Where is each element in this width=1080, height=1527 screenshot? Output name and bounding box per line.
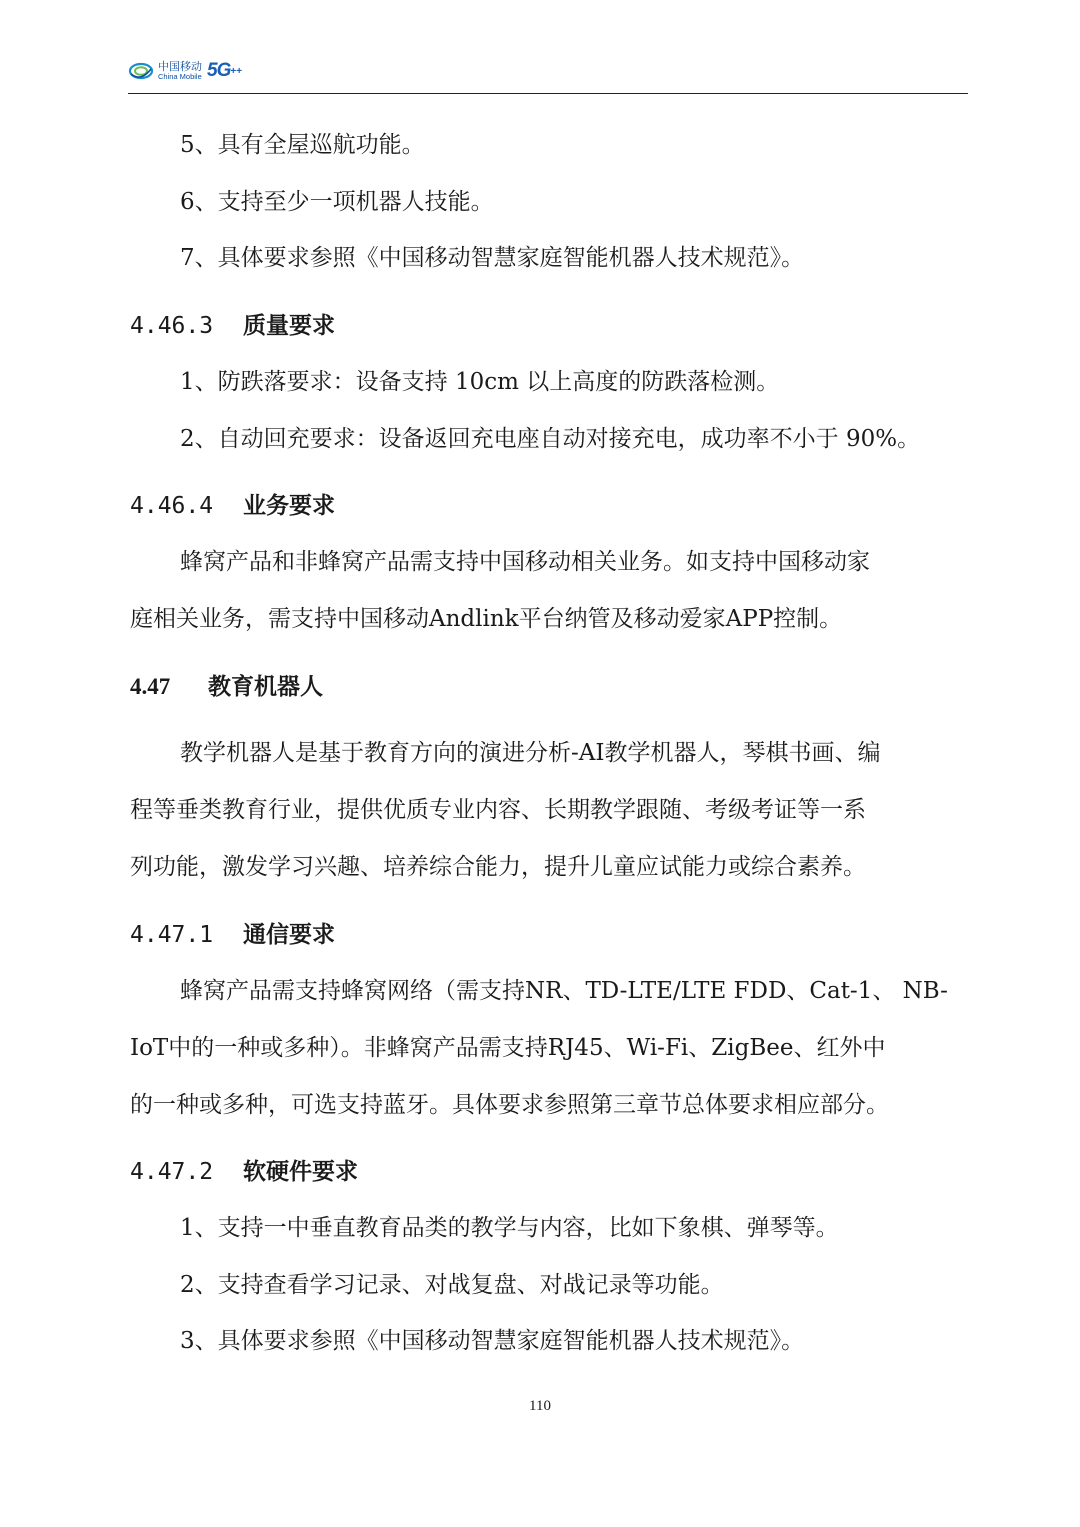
logo-english-text: China Mobile: [158, 72, 202, 82]
paragraph-line: 的一种或多种，可选支持蓝牙。具体要求参照第三章节总体要求相应部分。: [130, 1092, 889, 1118]
paragraph-line: 蜂窝产品和非蜂窝产品需支持中国移动相关业务。如支持中国移动家: [180, 549, 870, 575]
logo-5g-plus: ++: [230, 65, 243, 77]
list-item: 2、自动回充要求：设备返回充电座自动对接充电，成功率不小于 90%。: [180, 426, 921, 452]
section-title: 通信要求: [243, 922, 335, 948]
list-item: 6、支持至少一项机器人技能。: [180, 189, 494, 215]
list-item: 1、支持一中垂直教育品类的教学与内容，比如下象棋、弹琴等。: [180, 1215, 839, 1241]
section-heading-4-47-1: [130, 920, 335, 950]
section-number: 4.46.4: [130, 493, 214, 519]
list-item: 3、具体要求参照《中国移动智慧家庭智能机器人技术规范》。: [180, 1328, 805, 1354]
paragraph-line: 教学机器人是基于教育方向的演进分析-AI教学机器人，琴棋书画、编: [180, 740, 881, 766]
list-item: 1、防跌落要求：设备支持 10cm 以上高度的防跌落检测。: [180, 369, 780, 395]
paragraph-line: 庭相关业务，需支持中国移动Andlink平台纳管及移动爱家APP控制。: [130, 606, 843, 632]
logo-5g-text: 5G: [207, 60, 231, 81]
section-heading-4-46-3: [130, 311, 335, 341]
china-mobile-logo: [128, 60, 242, 82]
section-heading-4-47: [130, 672, 323, 702]
list-item: 7、具体要求参照《中国移动智慧家庭智能机器人技术规范》。: [180, 245, 805, 271]
page-number: 110: [529, 1398, 551, 1414]
header-divider: [128, 93, 968, 94]
section-number: 4.47.2: [130, 1159, 214, 1185]
paragraph-line: 程等垂类教育行业，提供优质专业内容、长期教学跟随、考级考证等一系: [130, 797, 866, 823]
section-title: 质量要求: [243, 313, 335, 339]
paragraph-line: 列功能，激发学习兴趣、培养综合能力，提升儿童应试能力或综合素养。: [130, 854, 866, 880]
list-item: 5、具有全屋巡航功能。: [180, 132, 425, 158]
section-number: 4.46.3: [130, 313, 214, 339]
list-item: 2、支持查看学习记录、对战复盘、对战记录等功能。: [180, 1272, 724, 1298]
logo-chinese-text: 中国移动: [158, 60, 202, 74]
section-heading-4-47-2: [130, 1157, 358, 1187]
paragraph-line: 蜂窝产品需支持蜂窝网络（需支持NR、TD-LTE/LTE FDD、Cat-1、 NB-: [180, 978, 948, 1004]
section-title: 教育机器人: [208, 674, 323, 700]
section-title: 软硬件要求: [243, 1159, 358, 1185]
page-header: [128, 58, 968, 94]
paragraph-line: IoT中的一种或多种）。非蜂窝产品需支持RJ45、Wi-Fi、ZigBee、红外中: [130, 1035, 886, 1061]
section-title: 业务要求: [243, 493, 335, 519]
china-mobile-swirl-icon: [128, 60, 154, 82]
section-number: 4.47: [130, 674, 171, 699]
section-number: 4.47.1: [130, 922, 214, 948]
section-heading-4-46-4: [130, 491, 335, 521]
